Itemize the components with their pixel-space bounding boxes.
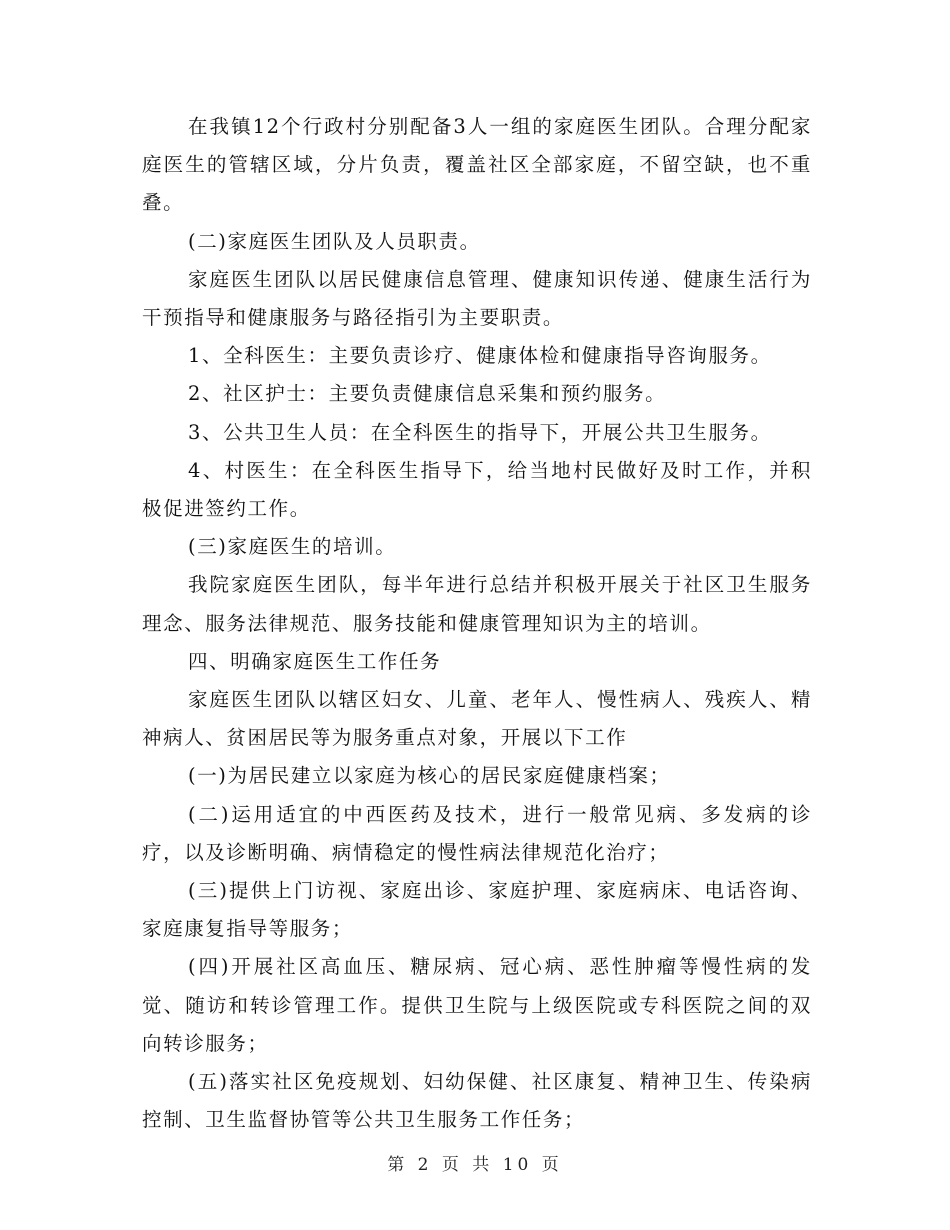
task-item-3: (三)提供上门访视、家庭出诊、家庭护理、家庭病床、电话咨询、家庭康复指导等服务； [142,879,812,941]
paragraph-training: 我院家庭医生团队，每半年进行总结并积极开展关于社区卫生服务理念、服务法律规范、服务技能和健康管理知识为主的培训。 [142,573,812,635]
item-public-health-staff: 3、公共卫生人员：在全科医生的指导下，开展公共卫生服务。 [188,420,772,444]
heading-team-duties: (二)家庭医生团队及人员职责。 [188,229,481,253]
task-item-5: (五)落实社区免疫规划、妇幼保健、社区康复、精神卫生、传染病控制、卫生监督协管等公共卫生服务工作任务； [142,1070,812,1132]
task-item-4: (四)开展社区高血压、糖尿病、冠心病、恶性肿瘤等慢性病的发觉、随访和转诊管理工作。提供卫生院与上级医院或专科医院之间的双向转诊服务； [142,955,812,1055]
item-general-practitioner: 1、全科医生：主要负责诊疗、健康体检和健康指导咨询服务。 [188,344,772,368]
heading-training: (三)家庭医生的培训。 [188,535,397,559]
item-community-nurse: 2、社区护士：主要负责健康信息采集和预约服务。 [188,382,667,406]
paragraph-team-responsibility: 家庭医生团队以居民健康信息管理、健康知识传递、健康生活行为干预指导和健康服务与路径指引为主要职责。 [142,267,812,330]
paragraph-team-allocation: 在我镇12个行政村分别配备3人一组的家庭医生团队。合理分配家庭医生的管辖区域，分片负责，覆盖社区全部家庭，不留空缺，也不重叠。 [142,115,812,215]
task-item-2: (二)运用适宜的中西医药及技术，进行一般常见病、多发病的诊疗，以及诊断明确、病情稳定的慢性病法律规范化治疗； [142,802,812,864]
page-number-footer: 第 2 页 共 10 页 [387,1155,563,1175]
heading-tasks: 四、明确家庭医生工作任务 [188,649,442,673]
item-village-doctor: 4、村医生：在全科医生指导下，给当地村民做好及时工作，并积极促进签约工作。 [142,458,812,521]
body-text [142,108,812,1139]
task-item-1: (一)为居民建立以家庭为核心的居民家庭健康档案； [188,764,671,788]
paragraph-tasks-intro: 家庭医生团队以辖区妇女、儿童、老年人、慢性病人、残疾人、精神病人、贫困居民等为服务重点对象，开展以下工作 [142,688,812,750]
